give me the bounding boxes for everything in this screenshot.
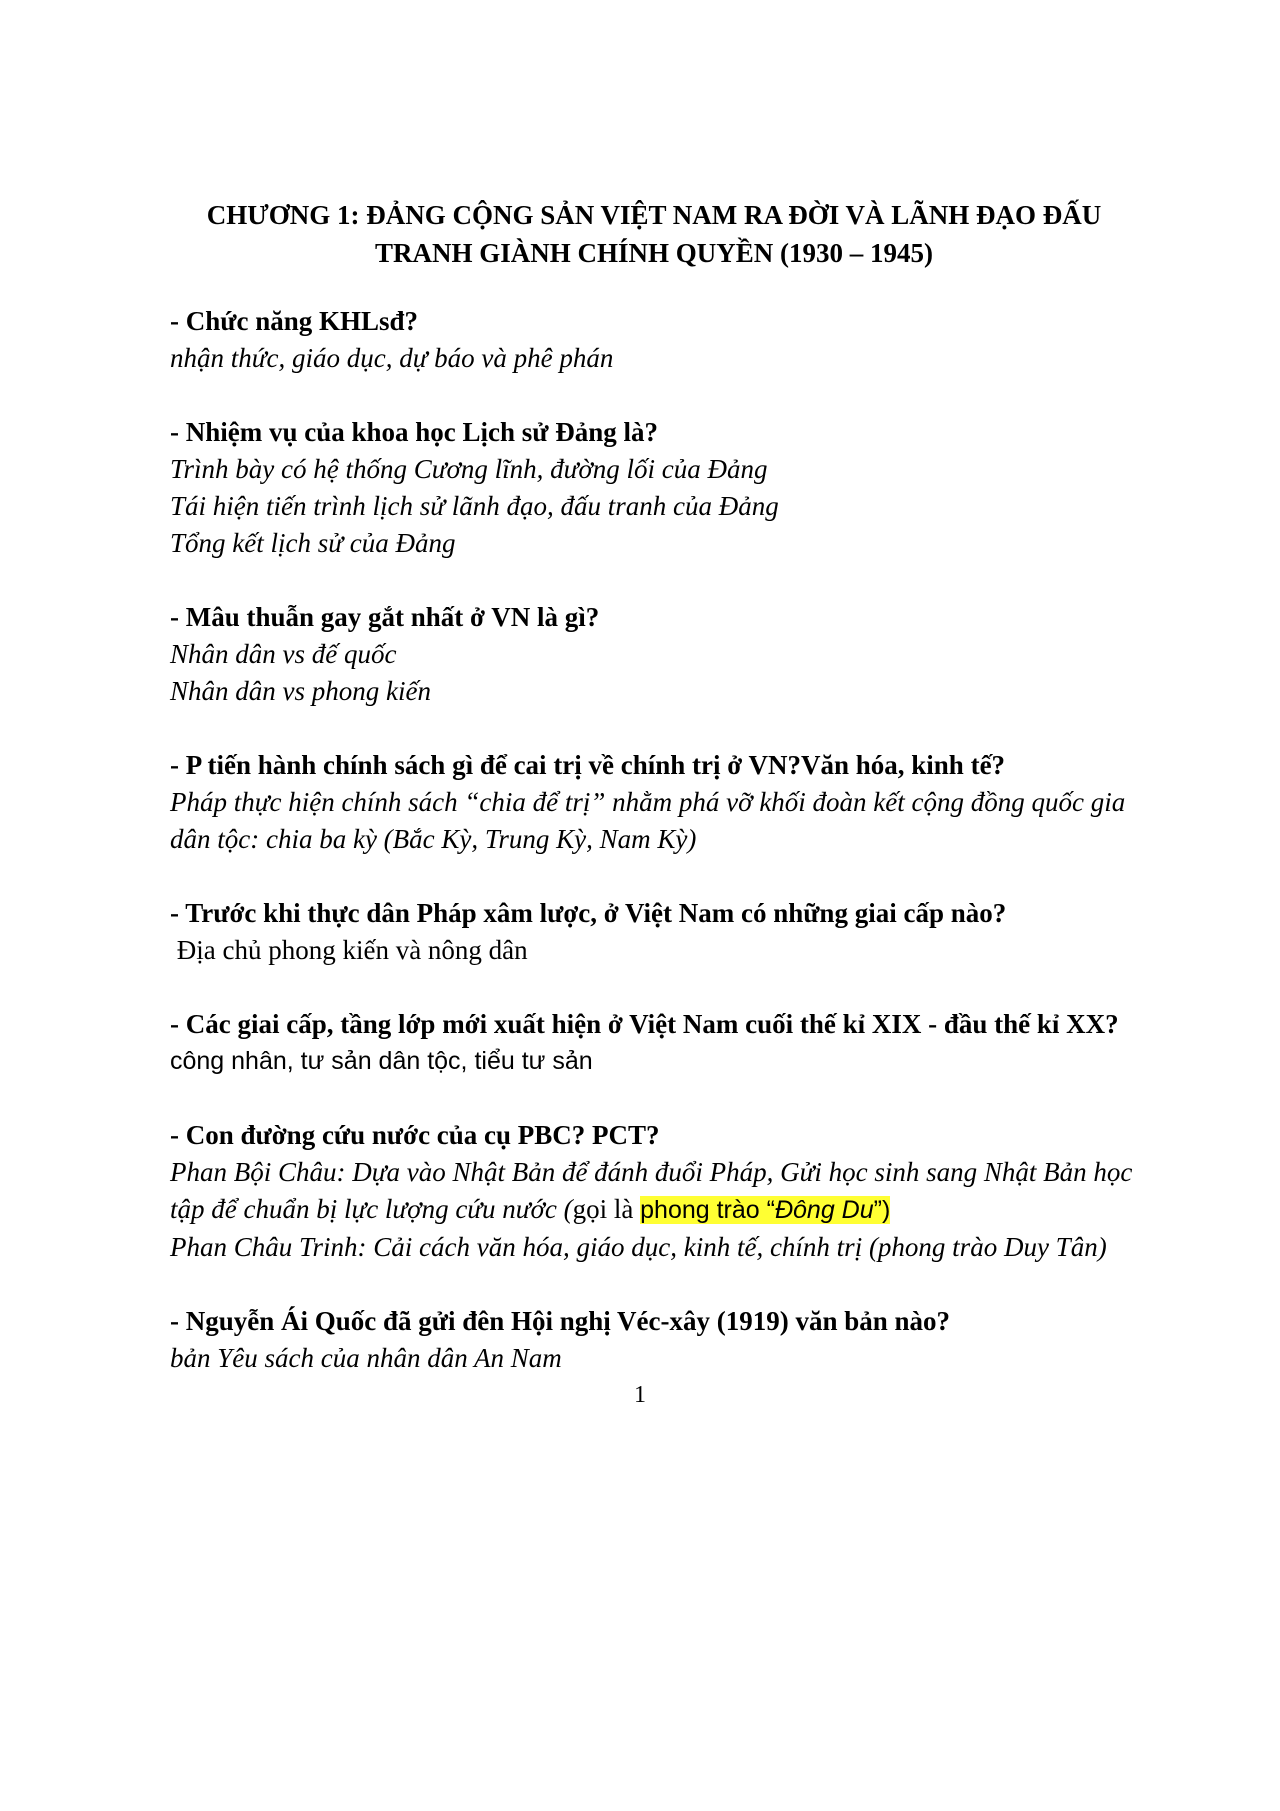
chapter-title-line-2: TRANH GIÀNH CHÍNH QUYỀN (1930 – 1945) (374, 238, 933, 268)
qa-content (170, 303, 1190, 1377)
question-3: - Mâu thuẫn gay gắt nhất ở VN là gì? (170, 602, 600, 632)
question-5: - Trước khi thực dân Pháp xâm lược, ở Việt Nam có những giai cấp nào? (170, 898, 1007, 928)
answer-4-line-2: dân tộc: chia ba kỳ (Bắc Kỳ, Trung Kỳ, Nam Kỳ) (170, 824, 697, 854)
question-7: - Con đường cứu nước của cụ PBC? PCT? (170, 1120, 660, 1150)
highlight-dong-du: Đông Du (774, 1196, 874, 1224)
answer-7-line-2-italic: tập để chuẩn bị lực lượng cứu nước ( (170, 1194, 573, 1224)
question-4: - P tiến hành chính sách gì để cai trị về chính trị ở VN?Văn hóa, kinh tế? (170, 750, 1006, 780)
chapter-title (170, 196, 1138, 272)
page-number: 1 (634, 1382, 646, 1408)
spacer (170, 562, 1190, 599)
answer-3-line-1: Nhân dân vs đế quốc (170, 639, 397, 669)
answer-4-line-1: Pháp thực hiện chính sách “chia để trị” nhằm phá vỡ khối đoàn kết cộng đồng quốc gia (170, 787, 1126, 817)
question-8: - Nguyễn Ái Quốc đã gửi đên Hội nghị Véc-xây (1919) văn bản nào? (170, 1306, 951, 1336)
answer-7-line-3: Phan Châu Trinh: Cải cách văn hóa, giáo dục, kinh tế, chính trị (phong trào Duy Tân) (170, 1232, 1107, 1262)
question-1: - Chức năng KHLsđ? (170, 306, 419, 336)
question-6: - Các giai cấp, tầng lớp mới xuất hiện ở Việt Nam cuối thế kỉ XIX - đầu thế kỉ XX? (170, 1009, 1119, 1039)
spacer (170, 858, 1190, 895)
answer-7-line-2 (170, 1191, 1190, 1229)
answer-2-line-1: Trình bày có hệ thống Cương lĩnh, đường lối của Đảng (170, 454, 768, 484)
answer-2-line-2: Tái hiện tiến trình lịch sử lãnh đạo, đấu tranh của Đảng (170, 491, 779, 521)
spacer (170, 1080, 1190, 1117)
answer-8-line-1: bản Yêu sách của nhân dân An Nam (170, 1343, 562, 1373)
spacer (170, 377, 1190, 414)
answer-5-line-1: Địa chủ phong kiến và nông dân (170, 935, 528, 965)
answer-6-line-1: công nhân, tư sản dân tộc, tiểu tư sản (170, 1047, 593, 1075)
answer-1-line-1: nhận thức, giáo dục, dự báo và phê phán (170, 343, 614, 373)
spacer (170, 710, 1190, 747)
answer-3-line-2: Nhân dân vs phong kiến (170, 676, 431, 706)
answer-7-line-2-plain: gọi là (572, 1194, 641, 1224)
highlight-suffix: ”) (873, 1196, 891, 1224)
highlighted-term (640, 1196, 890, 1224)
answer-2-line-3: Tổng kết lịch sử của Đảng (170, 528, 456, 558)
chapter-title-line-1: CHƯƠNG 1: ĐẢNG CỘNG SẢN VIỆT NAM RA ĐỜI VÀ LÃNH ĐẠO ĐẤU (206, 200, 1102, 230)
spacer (170, 969, 1190, 1006)
question-2: - Nhiệm vụ của khoa học Lịch sử Đảng là? (170, 417, 659, 447)
highlight-prefix: phong trào “ (640, 1196, 775, 1224)
spacer (170, 1266, 1190, 1303)
answer-7-line-1: Phan Bội Châu: Dựa vào Nhật Bản để đánh đuổi Pháp, Gửi học sinh sang Nhật Bản học (170, 1157, 1133, 1187)
